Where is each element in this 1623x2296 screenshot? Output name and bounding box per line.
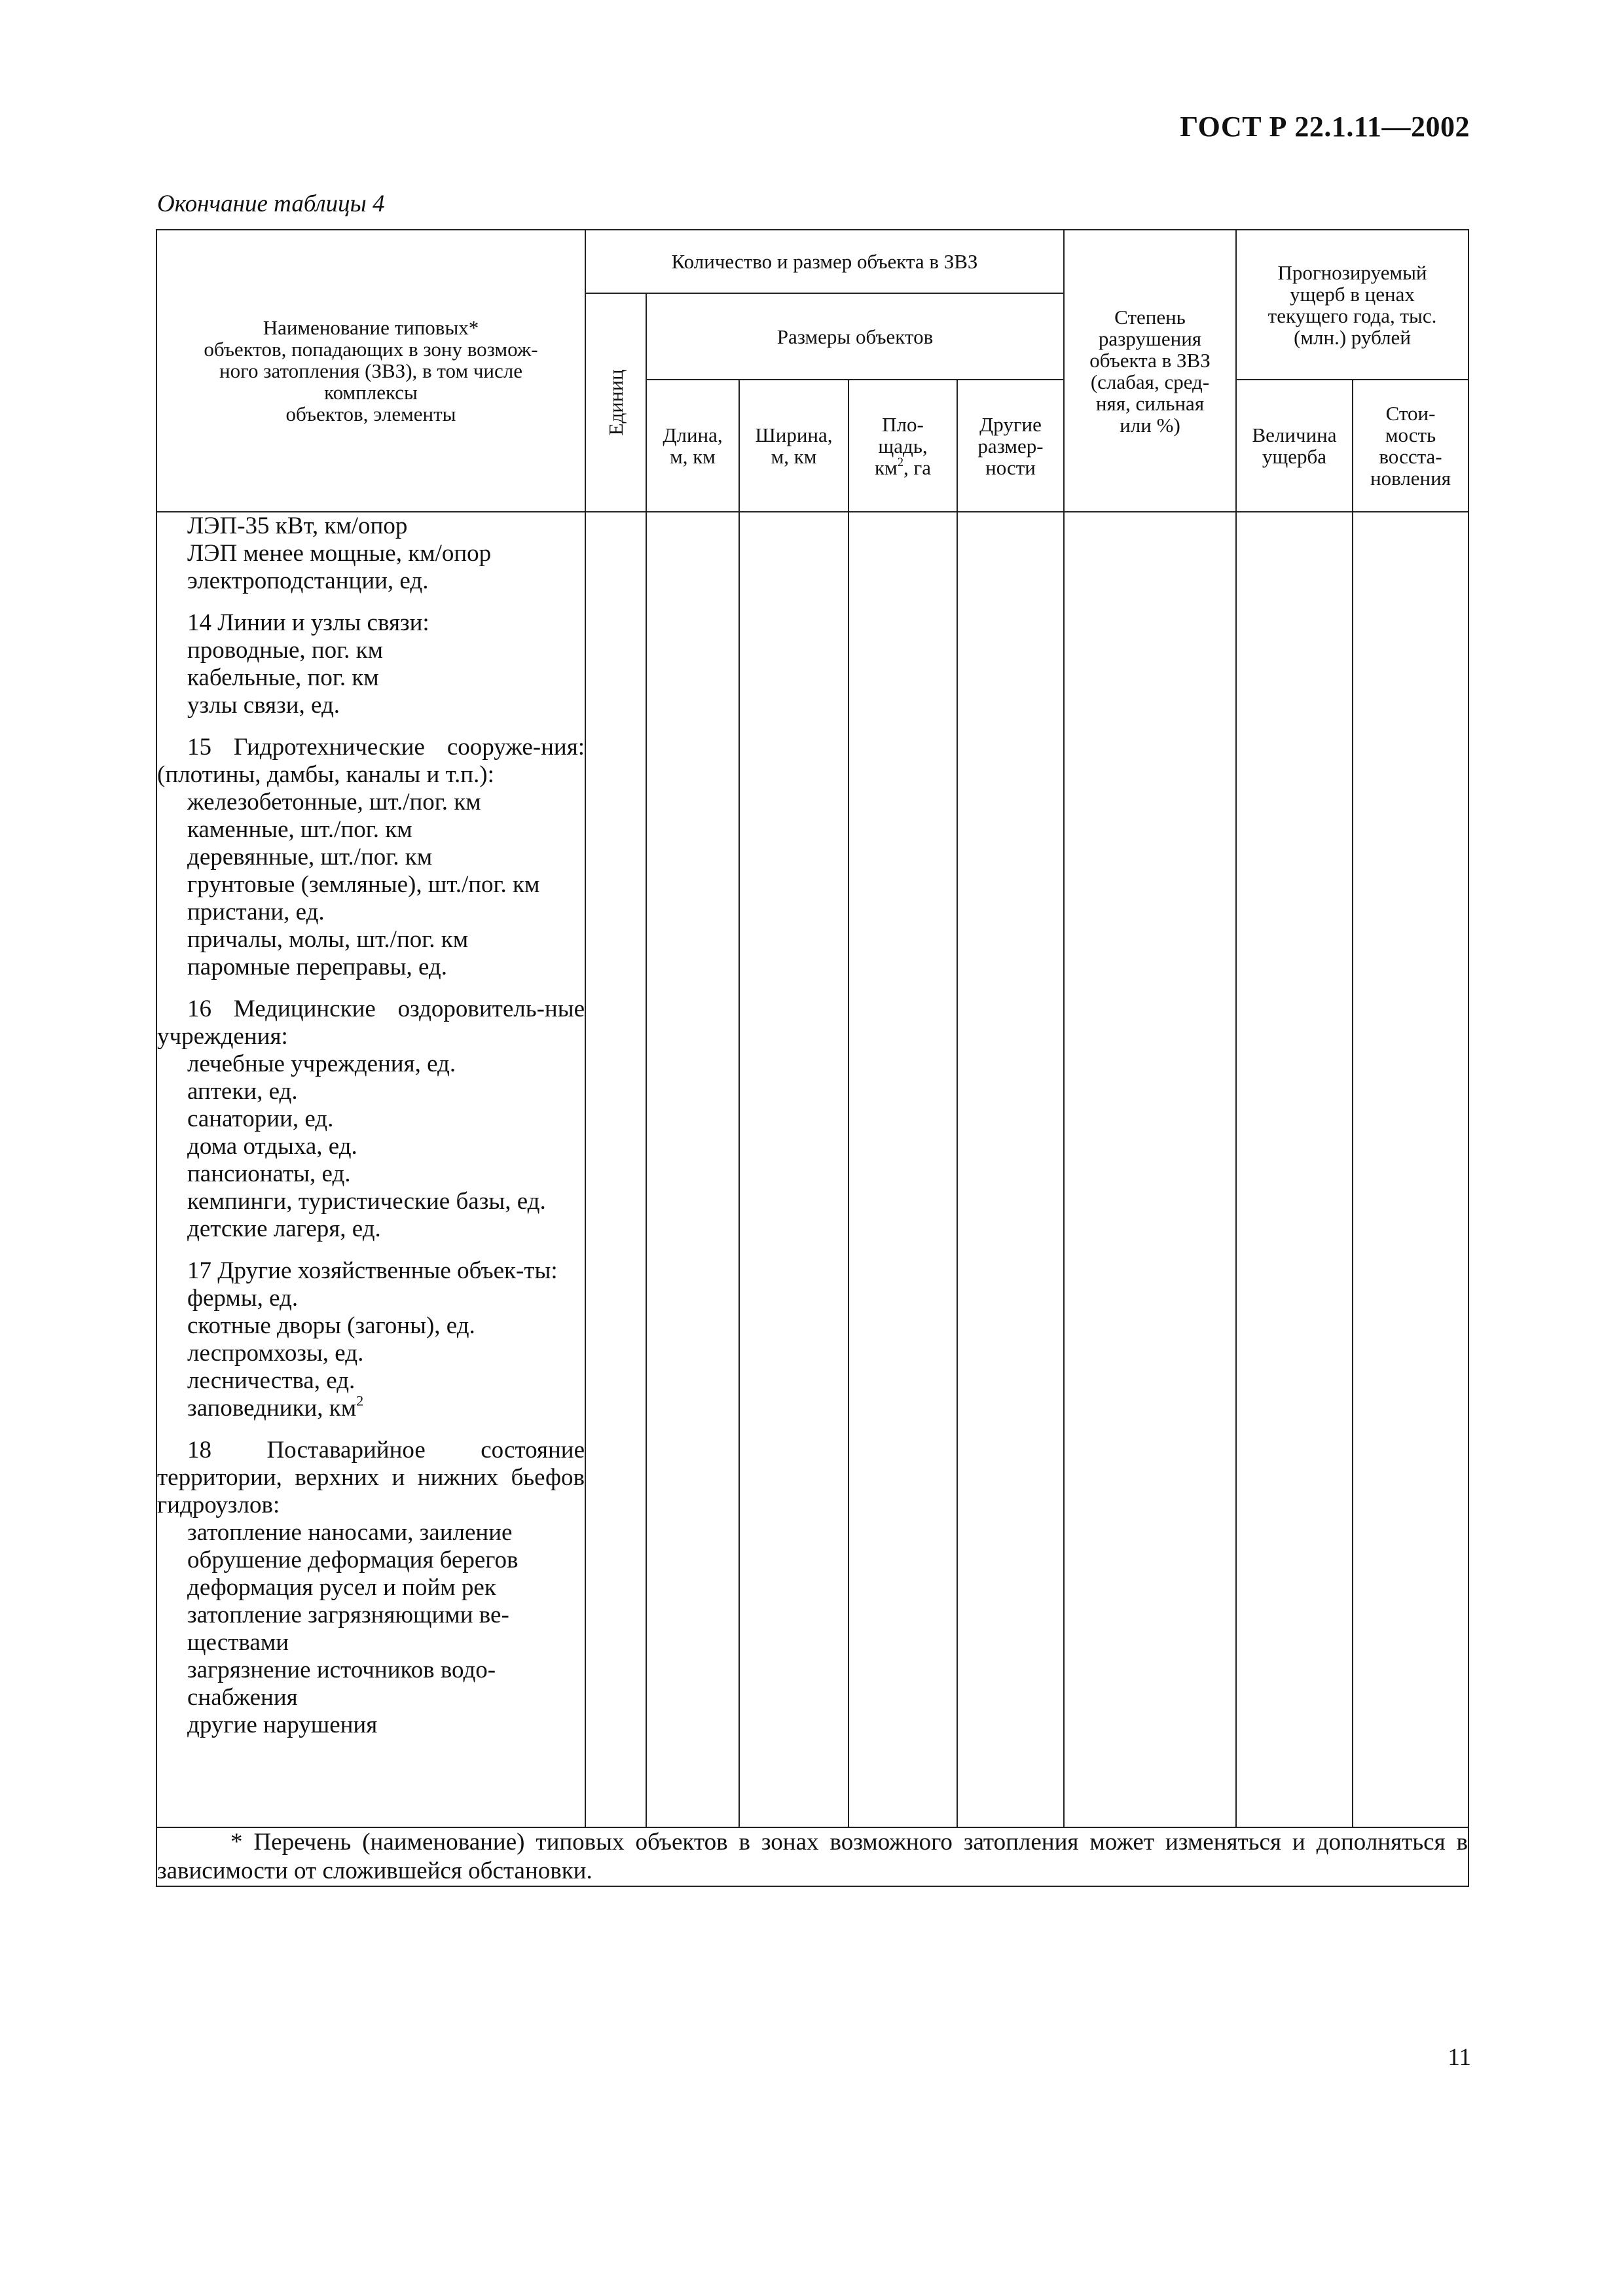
list-item: аптеки, ед.: [187, 1078, 298, 1105]
group-heading: 15 Гидротехнические сооруже-ния: (плотины, дамбы, каналы и т.п.):: [157, 734, 585, 788]
group-heading: 18 Поставарийное состояние территории, верхних и нижних бьефов гидроузлов:: [157, 1437, 585, 1518]
header-damage-value: Величина ущерба: [1236, 380, 1353, 512]
units-cell: [585, 512, 646, 1827]
list-item: каменные, шт./пог. км: [187, 816, 412, 843]
list-item: дома отдыха, ед.: [187, 1133, 357, 1160]
degree-cell: [1064, 512, 1236, 1827]
table-caption: Окончание таблицы 4: [157, 190, 385, 217]
header-name: Наименование типовых* объектов, попадающих в зону возмож- ного затопления (ЗВЗ), в том числе комплексы объектов, элементы: [156, 230, 585, 512]
length-cell: [646, 512, 739, 1827]
list-item: скотные дворы (загоны), ед.: [187, 1312, 475, 1339]
list-item: причалы, молы, шт./пог. км: [187, 926, 469, 953]
list-item: кемпинги, туристические базы, ед.: [187, 1188, 546, 1215]
list-item: пристани, ед.: [187, 899, 325, 925]
list-item: леспромхозы, ед.: [187, 1340, 364, 1367]
restore-cost-cell: [1353, 512, 1468, 1827]
list-item: электроподстанции, ед.: [187, 567, 429, 594]
group-communication-lines: [157, 609, 585, 719]
object-names-cell: [156, 512, 585, 1827]
list-item: затопление наносами, заиление: [187, 1519, 513, 1546]
list-item: лесничества, ед.: [187, 1367, 356, 1394]
header-degree: Степень разрушения объекта в ЗВЗ (слабая, сред- няя, сильная или %): [1064, 230, 1236, 512]
list-item: пансионаты, ед.: [187, 1160, 351, 1187]
list-item: другие нарушения: [187, 1712, 378, 1738]
list-item: паромные переправы, ед.: [187, 954, 447, 980]
width-cell: [739, 512, 848, 1827]
list-item: проводные, пог. км: [187, 637, 384, 664]
page-number: 11: [1448, 2044, 1471, 2071]
table-4: [156, 229, 1469, 1887]
other-dimensions-cell: [957, 512, 1064, 1827]
header-width: Ширина, м, км: [739, 380, 848, 512]
header-restore-cost: Стои- мость восста- новления: [1353, 380, 1468, 512]
list-item: деревянные, шт./пог. км: [187, 844, 433, 870]
list-item: санатории, ед.: [187, 1105, 334, 1132]
group-power-lines: [157, 512, 585, 595]
header-length: Длина, м, км: [646, 380, 739, 512]
header-damage-group: Прогнозируемый ущерб в ценах текущего года, тыс. (млн.) рублей: [1236, 230, 1468, 380]
group-heading: 17 Другие хозяйственные объек-ты:: [187, 1257, 558, 1284]
header-units: Единиц: [585, 293, 646, 512]
group-heading: 16 Медицинские оздоровитель-ные учреждения:: [157, 996, 585, 1050]
group-heading: 14 Линии и узлы связи:: [187, 609, 429, 636]
header-quantity-group: Количество и размер объекта в ЗВЗ: [585, 230, 1064, 293]
list-item: обрушение деформация берегов: [187, 1547, 519, 1573]
damage-value-cell: [1236, 512, 1353, 1827]
list-item: лечебные учреждения, ед.: [187, 1050, 456, 1077]
area-cell: [848, 512, 957, 1827]
list-item: грунтовые (земляные), шт./пог. км: [187, 871, 540, 898]
list-item: деформация русел и пойм рек: [187, 1574, 496, 1601]
list-item: кабельные, пог. км: [187, 664, 379, 691]
list-item: детские лагеря, ед.: [187, 1215, 381, 1242]
group-other-economic-objects: [157, 1257, 585, 1422]
group-hydraulic-structures: [157, 734, 585, 981]
list-item: заповедники, $км^2$: [187, 1392, 364, 1422]
list-item: загрязнение источников водо-снабжения: [187, 1657, 496, 1711]
list-item: фермы, ед.: [187, 1285, 299, 1312]
list-item: железобетонные, шт./пог. км: [187, 789, 481, 816]
header-sizes-group: Размеры объектов: [646, 293, 1064, 380]
header-area: Пло- щадь, $км^2$, га: [848, 380, 957, 512]
document-code: ГОСТ Р 22.1.11—2002: [1180, 111, 1470, 143]
list-item: узлы связи, ед.: [187, 692, 340, 719]
group-medical-institutions: [157, 996, 585, 1243]
table-footnote: * Перечень (наименование) типовых объектов в зонах возможного затопления может изменяться и дополняться в зависимости от сложившейся обстановки.: [156, 1827, 1468, 1886]
list-item: ЛЭП-35 кВт, км/опор: [187, 512, 408, 539]
header-other: Другие размер- ности: [957, 380, 1064, 512]
list-item: ЛЭП менее мощные, км/опор: [187, 540, 492, 567]
list-item: затопление загрязняющими ве-ществами: [187, 1602, 509, 1656]
group-post-accident-state: [157, 1437, 585, 1739]
